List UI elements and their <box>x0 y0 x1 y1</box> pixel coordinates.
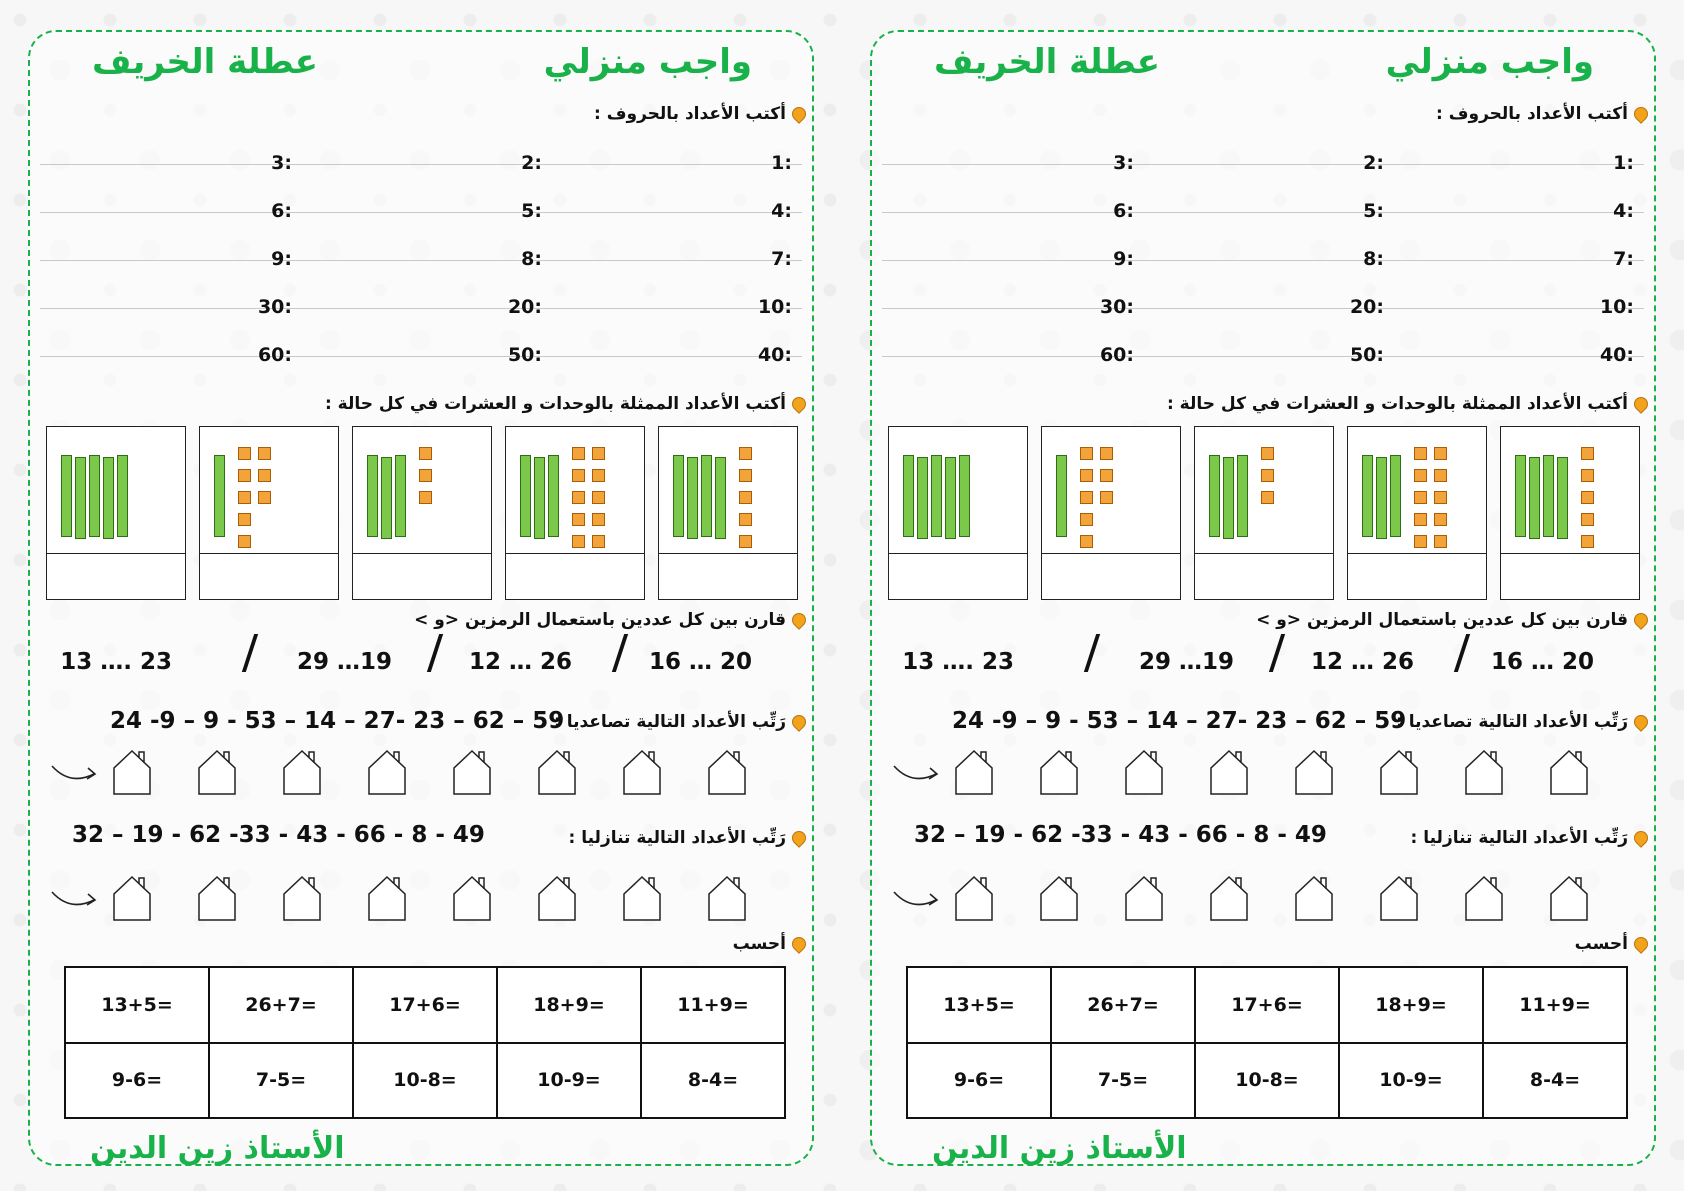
house-box <box>1378 748 1422 798</box>
house-box <box>1038 748 1082 798</box>
separator-slash <box>1084 634 1100 672</box>
house-box <box>451 874 495 924</box>
comparison-pair: 12 … 26 <box>468 649 572 675</box>
pushpin-icon <box>789 934 809 954</box>
house-box <box>111 748 155 798</box>
ten-rod <box>701 455 712 537</box>
number-label: :5 <box>521 200 542 222</box>
house-box <box>366 748 410 798</box>
unit-cube <box>739 447 752 460</box>
calc-cell: 26+7= <box>209 967 353 1043</box>
unit-cube <box>1414 469 1427 482</box>
unit-cube <box>592 491 605 504</box>
pushpin-icon <box>1631 610 1651 630</box>
ten-rod <box>395 455 406 537</box>
pushpin-icon <box>789 394 809 414</box>
house-box <box>451 748 495 798</box>
calc-cell: 10-8= <box>1195 1043 1339 1119</box>
separator-slash <box>1454 634 1470 672</box>
ten-rod <box>945 457 956 539</box>
number-label: :10 <box>757 296 792 318</box>
curved-arrow-icon <box>892 758 942 788</box>
writing-line <box>40 308 802 309</box>
unit-cube <box>572 535 585 548</box>
calc-cell: 7-5= <box>1051 1043 1195 1119</box>
house-box <box>1208 874 1252 924</box>
house-box <box>111 874 155 924</box>
ten-rod <box>1529 457 1540 539</box>
writing-line <box>40 212 802 213</box>
calc-cell: 8-4= <box>1483 1043 1627 1119</box>
base-ten-box <box>888 426 1028 600</box>
pushpin-icon <box>1631 712 1651 732</box>
calc-cell: 9-6= <box>65 1043 209 1119</box>
instruction-base-ten-text: أكتب الأعداد الممثلة بالوحدات و العشرات في كل حالة : <box>324 394 786 414</box>
calc-cell: 10-9= <box>1339 1043 1483 1119</box>
unit-cube <box>1261 447 1274 460</box>
unit-cube <box>572 513 585 526</box>
house-box <box>1123 874 1167 924</box>
ten-rod <box>214 455 225 537</box>
separator-slash <box>427 634 443 672</box>
comparison-pair: 13 …. 23 <box>902 649 1014 675</box>
unit-cube <box>419 447 432 460</box>
unit-cube <box>592 469 605 482</box>
house-box <box>621 748 665 798</box>
unit-cube <box>1414 491 1427 504</box>
ten-rod <box>715 457 726 539</box>
house-box <box>621 874 665 924</box>
number-label: :6 <box>1113 200 1134 222</box>
instruction-compare-text: قارن بين كل عددين باستعمال الرمزين <و > <box>1256 610 1628 630</box>
unit-cube <box>238 469 251 482</box>
ten-rod <box>89 455 100 537</box>
answer-divider <box>1348 553 1486 554</box>
unit-cube <box>1581 447 1594 460</box>
instruction-descending <box>569 828 806 848</box>
unit-cube <box>1080 469 1093 482</box>
instruction-ascending <box>1396 712 1648 732</box>
unit-cube <box>572 447 585 460</box>
unit-cube <box>1434 513 1447 526</box>
unit-cube <box>1100 469 1113 482</box>
instruction-calculate <box>733 934 806 954</box>
number-label: :30 <box>257 296 292 318</box>
number-label: :1 <box>1613 152 1634 174</box>
writing-line <box>882 260 1644 261</box>
ten-rod <box>534 457 545 539</box>
separator-slash <box>242 634 258 672</box>
house-box <box>1293 748 1337 798</box>
ten-rod <box>1390 455 1401 537</box>
comparison-pair: 29 …19 <box>1138 649 1234 675</box>
base-ten-box <box>1194 426 1334 600</box>
ten-rod <box>61 455 72 537</box>
writing-line <box>40 260 802 261</box>
unit-cube <box>739 535 752 548</box>
ten-rod <box>1237 455 1248 537</box>
unit-cube <box>258 469 271 482</box>
number-label: :40 <box>757 344 792 366</box>
house-box <box>706 874 750 924</box>
ten-rod <box>903 455 914 537</box>
number-label: :60 <box>257 344 292 366</box>
unit-cube <box>1080 513 1093 526</box>
house-box <box>1293 874 1337 924</box>
house-box <box>366 874 410 924</box>
curved-arrow-icon <box>50 884 100 914</box>
answer-divider <box>200 553 338 554</box>
unit-cube <box>419 491 432 504</box>
unit-cube <box>1434 535 1447 548</box>
instruction-write-words <box>594 104 806 124</box>
answer-divider <box>506 553 644 554</box>
house-box <box>281 874 325 924</box>
answer-divider <box>1501 553 1639 554</box>
number-label: :7 <box>771 248 792 270</box>
unit-cube <box>258 491 271 504</box>
number-label: :2 <box>1363 152 1384 174</box>
calc-cell: 9-6= <box>907 1043 1051 1119</box>
calc-cell: 11+9= <box>641 967 785 1043</box>
unit-cube <box>739 491 752 504</box>
house-box <box>281 748 325 798</box>
unit-cube <box>1581 469 1594 482</box>
calc-cell: 13+5= <box>65 967 209 1043</box>
number-label: :4 <box>1613 200 1634 222</box>
ten-rod <box>917 457 928 539</box>
instruction-descending <box>1411 828 1648 848</box>
calculation-table <box>906 966 1628 1119</box>
unit-cube <box>592 513 605 526</box>
house-box <box>1038 874 1082 924</box>
ten-rod <box>1376 457 1387 539</box>
instruction-compare <box>414 610 806 630</box>
number-label: :7 <box>1613 248 1634 270</box>
unit-cube <box>572 469 585 482</box>
number-label: :20 <box>507 296 542 318</box>
unit-cube <box>1100 491 1113 504</box>
base-ten-box <box>199 426 339 600</box>
answer-divider <box>1042 553 1180 554</box>
unit-cube <box>1434 469 1447 482</box>
house-box <box>706 748 750 798</box>
pushpin-icon <box>789 828 809 848</box>
ten-rod <box>520 455 531 537</box>
calc-cell: 18+9= <box>1339 967 1483 1043</box>
house-box <box>1123 748 1167 798</box>
number-label: :40 <box>1599 344 1634 366</box>
instruction-compare <box>1256 610 1648 630</box>
number-label: :3 <box>271 152 292 174</box>
answer-divider <box>659 553 797 554</box>
calc-row <box>907 1043 1627 1119</box>
unit-cube <box>592 447 605 460</box>
pushpin-icon <box>789 712 809 732</box>
calculation-table <box>64 966 786 1119</box>
unit-cube <box>1434 447 1447 460</box>
unit-cube <box>1080 535 1093 548</box>
unit-cube <box>1080 447 1093 460</box>
house-box <box>1463 748 1507 798</box>
number-label: :60 <box>1099 344 1134 366</box>
writing-line <box>882 164 1644 165</box>
ten-rod <box>1543 455 1554 537</box>
number-label: :9 <box>271 248 292 270</box>
unit-cube <box>1581 535 1594 548</box>
unit-cube <box>238 447 251 460</box>
house-box <box>1208 748 1252 798</box>
unit-cube <box>238 535 251 548</box>
answer-divider <box>47 553 185 554</box>
calc-cell: 8-4= <box>641 1043 785 1119</box>
writing-line <box>882 212 1644 213</box>
calc-row <box>65 1043 785 1119</box>
base-ten-box <box>1347 426 1487 600</box>
pushpin-icon <box>789 610 809 630</box>
number-label: :50 <box>1349 344 1384 366</box>
worksheet-subtitle: عطلة الخريف <box>934 42 1161 82</box>
calc-cell: 17+6= <box>353 967 497 1043</box>
unit-cube <box>1581 491 1594 504</box>
unit-cube <box>1100 447 1113 460</box>
teacher-name: الأستاذ زين الدين <box>932 1131 1187 1166</box>
pushpin-icon <box>789 104 809 124</box>
separator-slash <box>1269 634 1285 672</box>
ten-rod <box>959 455 970 537</box>
ten-rod <box>103 457 114 539</box>
worksheet-title: واجب منزلي <box>543 42 752 82</box>
instruction-compare-text: قارن بين كل عددين باستعمال الرمزين <و > <box>414 610 786 630</box>
number-label: :2 <box>521 152 542 174</box>
base-ten-box <box>505 426 645 600</box>
number-label: :30 <box>1099 296 1134 318</box>
unit-cube <box>739 513 752 526</box>
unit-cube <box>739 469 752 482</box>
ten-rod <box>1362 455 1373 537</box>
comparison-pair: 12 … 26 <box>1310 649 1414 675</box>
house-box <box>536 874 580 924</box>
calc-cell: 26+7= <box>1051 967 1195 1043</box>
comparison-pair: 16 … 20 <box>1490 649 1594 675</box>
unit-cube <box>1434 491 1447 504</box>
unit-cube <box>258 447 271 460</box>
ten-rod <box>381 457 392 539</box>
comparison-pair: 16 … 20 <box>648 649 752 675</box>
instruction-calculate-text: أحسب <box>732 934 786 954</box>
number-label: :5 <box>1363 200 1384 222</box>
number-label: :3 <box>1113 152 1134 174</box>
worksheet-right <box>870 30 1656 1166</box>
base-ten-box <box>46 426 186 600</box>
calc-cell: 13+5= <box>907 967 1051 1043</box>
unit-cube <box>1414 513 1427 526</box>
number-label: :6 <box>271 200 292 222</box>
calc-row <box>907 967 1627 1043</box>
ten-rod <box>117 455 128 537</box>
answer-divider <box>889 553 1027 554</box>
curved-arrow-icon <box>892 884 942 914</box>
unit-cube <box>1414 535 1427 548</box>
descending-numbers: 32 – 19 - 62 -33 - 43 - 66 - 8 - 49 <box>914 822 1327 848</box>
instruction-calculate <box>1575 934 1648 954</box>
house-box <box>1378 874 1422 924</box>
teacher-name: الأستاذ زين الدين <box>90 1131 345 1166</box>
house-box <box>196 874 240 924</box>
unit-cube <box>1080 491 1093 504</box>
calc-cell: 10-9= <box>497 1043 641 1119</box>
worksheet-left <box>28 30 814 1166</box>
answer-divider <box>353 553 491 554</box>
calc-cell: 17+6= <box>1195 967 1339 1043</box>
unit-cube <box>419 469 432 482</box>
base-ten-box <box>658 426 798 600</box>
instruction-calculate-text: أحسب <box>1574 934 1628 954</box>
number-label: :8 <box>1363 248 1384 270</box>
pushpin-icon <box>1631 104 1651 124</box>
calc-cell: 7-5= <box>209 1043 353 1119</box>
number-label: :8 <box>521 248 542 270</box>
calc-cell: 10-8= <box>353 1043 497 1119</box>
instruction-descending-text: رَتِّب الأعداد التالية تنازليا : <box>568 828 786 848</box>
ten-rod <box>1056 455 1067 537</box>
pushpin-icon <box>1631 828 1651 848</box>
worksheet-subtitle: عطلة الخريف <box>92 42 319 82</box>
number-label: :1 <box>771 152 792 174</box>
instruction-base-ten-text: أكتب الأعداد الممثلة بالوحدات و العشرات في كل حالة : <box>1166 394 1628 414</box>
house-box <box>953 874 997 924</box>
ten-rod <box>367 455 378 537</box>
instruction-ascending-text: رَتِّب الأعداد التالية تصاعديا : <box>1396 712 1628 732</box>
calc-cell: 18+9= <box>497 967 641 1043</box>
answer-divider <box>1195 553 1333 554</box>
instruction-write-words-text: أكتب الأعداد بالحروف : <box>594 104 786 124</box>
house-box <box>1548 748 1592 798</box>
unit-cube <box>1261 491 1274 504</box>
instruction-write-words-text: أكتب الأعداد بالحروف : <box>1436 104 1628 124</box>
number-label: :20 <box>1349 296 1384 318</box>
pushpin-icon <box>1631 934 1651 954</box>
ten-rod <box>548 455 559 537</box>
ten-rod <box>75 457 86 539</box>
ten-rod <box>673 455 684 537</box>
house-box <box>536 748 580 798</box>
unit-cube <box>572 491 585 504</box>
instruction-ascending-text: رَتِّب الأعداد التالية تصاعديا : <box>554 712 786 732</box>
writing-line <box>882 308 1644 309</box>
calc-cell: 11+9= <box>1483 967 1627 1043</box>
ten-rod <box>931 455 942 537</box>
instruction-base-ten <box>325 394 806 414</box>
writing-line <box>40 356 802 357</box>
comparison-pair: 29 …19 <box>296 649 392 675</box>
ten-rod <box>1557 457 1568 539</box>
descending-numbers: 32 – 19 - 62 -33 - 43 - 66 - 8 - 49 <box>72 822 485 848</box>
worksheet-title: واجب منزلي <box>1385 42 1594 82</box>
ten-rod <box>1515 455 1526 537</box>
pushpin-icon <box>1631 394 1651 414</box>
unit-cube <box>592 535 605 548</box>
number-label: :4 <box>771 200 792 222</box>
base-ten-box <box>352 426 492 600</box>
instruction-write-words <box>1436 104 1648 124</box>
instruction-base-ten <box>1167 394 1648 414</box>
ten-rod <box>1209 455 1220 537</box>
base-ten-box <box>1041 426 1181 600</box>
unit-cube <box>238 491 251 504</box>
ascending-numbers: 24 -9 – 9 - 53 – 14 – 27- 23 – 62 – 59 <box>110 708 565 734</box>
number-label: :9 <box>1113 248 1134 270</box>
ascending-numbers: 24 -9 – 9 - 53 – 14 – 27- 23 – 62 – 59 <box>952 708 1407 734</box>
writing-line <box>40 164 802 165</box>
house-box <box>1463 874 1507 924</box>
number-label: :10 <box>1599 296 1634 318</box>
number-label: :50 <box>507 344 542 366</box>
instruction-descending-text: رَتِّب الأعداد التالية تنازليا : <box>1410 828 1628 848</box>
instruction-ascending <box>554 712 806 732</box>
comparison-pair: 13 …. 23 <box>60 649 172 675</box>
unit-cube <box>238 513 251 526</box>
calc-row <box>65 967 785 1043</box>
curved-arrow-icon <box>50 758 100 788</box>
ten-rod <box>687 457 698 539</box>
house-box <box>1548 874 1592 924</box>
ten-rod <box>1223 457 1234 539</box>
separator-slash <box>612 634 628 672</box>
house-box <box>953 748 997 798</box>
house-box <box>196 748 240 798</box>
writing-line <box>882 356 1644 357</box>
unit-cube <box>1581 513 1594 526</box>
unit-cube <box>1414 447 1427 460</box>
unit-cube <box>1261 469 1274 482</box>
base-ten-box <box>1500 426 1640 600</box>
